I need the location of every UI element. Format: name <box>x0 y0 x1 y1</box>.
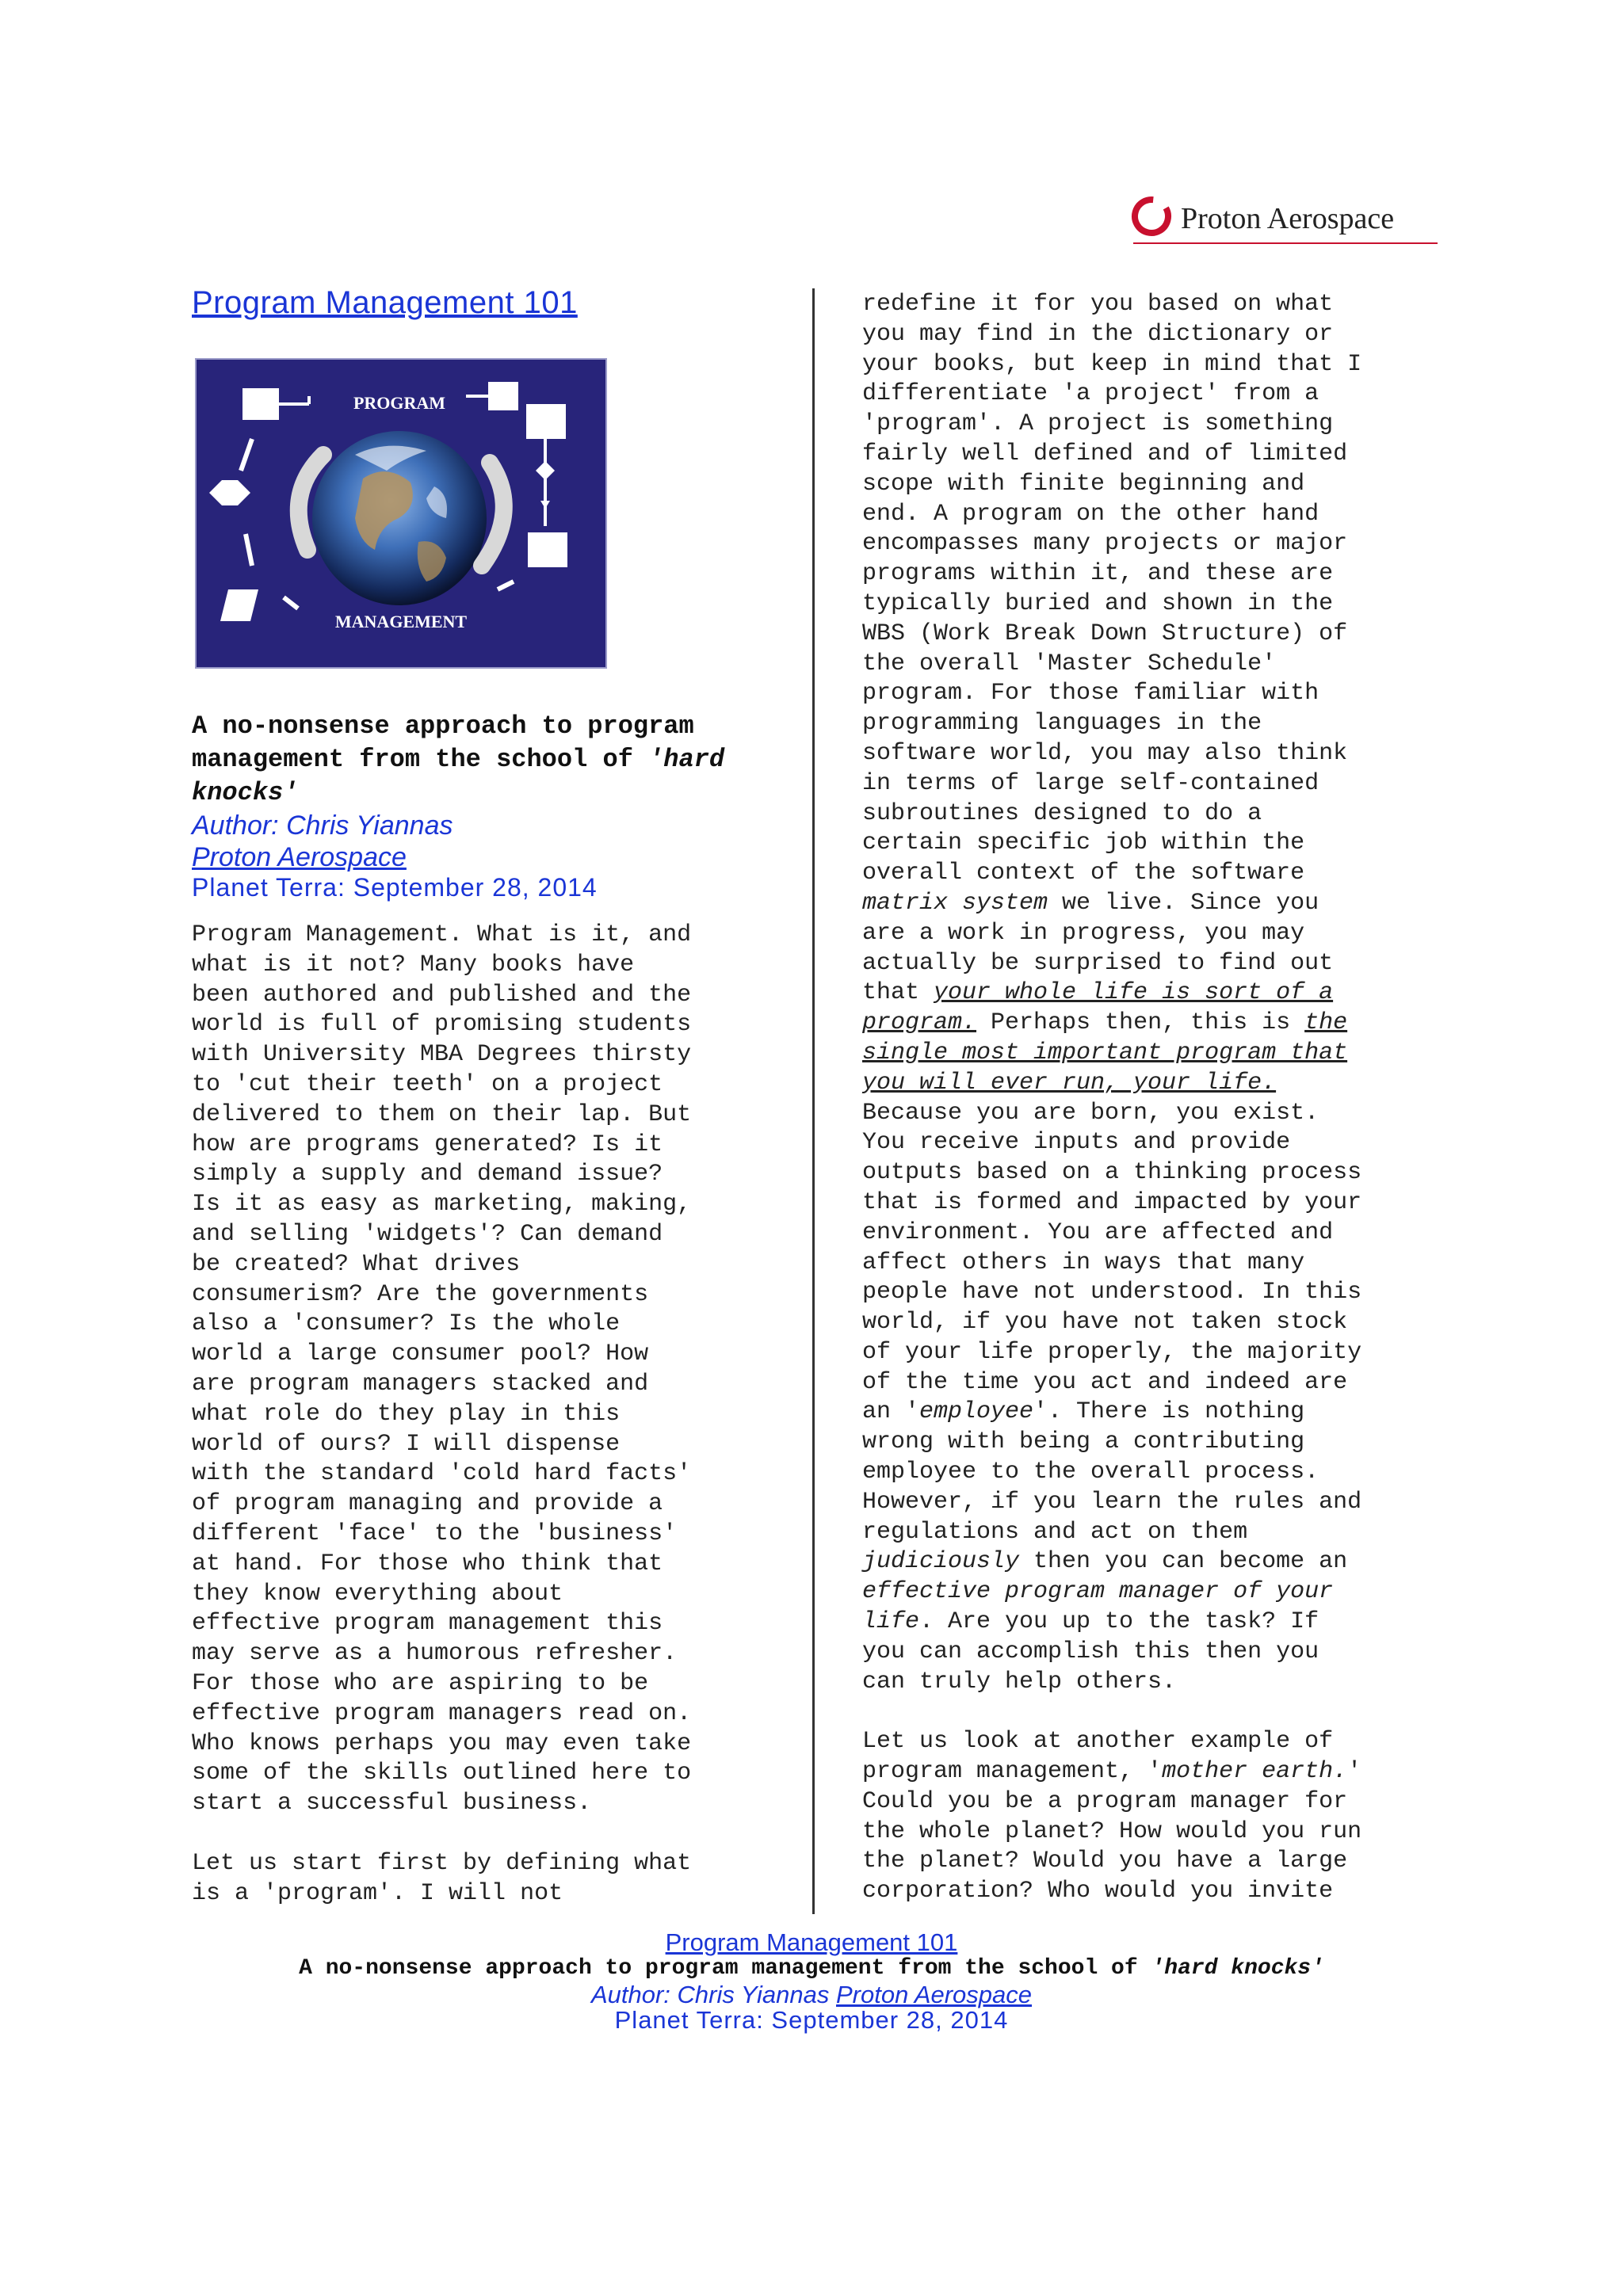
company-link[interactable]: Proton Aerospace <box>192 842 407 872</box>
right-line <box>862 889 1433 919</box>
right-line: Could you be a program manager for <box>862 1787 1348 1815</box>
right-line: employee to the overall process. <box>862 1459 1319 1486</box>
left-line: of program managing and provide a <box>192 1490 663 1518</box>
left-line: what role do they play in this <box>192 1400 621 1428</box>
program-management-banner-image <box>195 358 607 669</box>
right-line: typically buried and shown in the <box>862 589 1334 617</box>
right-line: outputs based on a thinking process <box>862 1159 1362 1187</box>
footer-company-link[interactable]: Proton Aerospace <box>836 1981 1033 2008</box>
column-divider <box>812 288 815 1914</box>
paragraph-gap <box>862 1697 1433 1727</box>
banner-label-program: PROGRAM <box>353 393 446 413</box>
right-line: encompasses many projects or major <box>862 530 1348 558</box>
right-line-text: ' <box>1347 1758 1362 1786</box>
left-line: to 'cut their teeth' on a project <box>192 1070 663 1098</box>
right-line: that is formed and impacted by your <box>862 1188 1362 1216</box>
left-line: are program managers stacked and <box>192 1370 649 1398</box>
life-emphasis: life <box>862 1608 920 1636</box>
mother-earth-emphasis: mother earth. <box>1162 1758 1348 1786</box>
left-line: be created? What drives <box>192 1250 521 1278</box>
right-line: environment. You are affected and <box>862 1219 1334 1246</box>
right-line: you can accomplish this then you <box>862 1638 1319 1665</box>
author-line: Author: Chris Yiannas <box>192 810 453 841</box>
right-line-text: . Are you up to the task? If <box>919 1608 1319 1636</box>
footer-author <box>0 1982 1623 2008</box>
right-line: single most important program that <box>862 1039 1348 1066</box>
right-line: of the time you act and indeed are <box>862 1368 1348 1396</box>
right-line <box>862 1608 1433 1638</box>
subtitle-text: A no-nonsense approach to program management from the school of <box>192 711 694 774</box>
right-line: scope with finite beginning and <box>862 470 1305 498</box>
right-line: of your life properly, the majority <box>862 1338 1362 1366</box>
footer-author-text: Author: Chris Yiannas <box>590 1981 836 2008</box>
right-line: wrong with being a contributing <box>862 1428 1305 1456</box>
article-header-block <box>192 710 778 902</box>
right-line: people have not understood. In this <box>862 1279 1362 1306</box>
logo-ring-icon <box>1130 195 1173 238</box>
left-line: different 'face' to the 'business' <box>192 1520 678 1547</box>
left-line: consumerism? Are the governments <box>192 1280 649 1308</box>
left-line: what is it not? Many books have <box>192 951 635 978</box>
right-line: the planet? Would you have a large <box>862 1848 1348 1875</box>
right-line: the overall 'Master Schedule' <box>862 650 1277 677</box>
left-line: Let us start first by defining what <box>192 1849 692 1877</box>
left-line: world is full of promising students <box>192 1011 692 1039</box>
right-line: actually be surprised to find out <box>862 949 1334 977</box>
left-line: Program Management. What is it, and <box>192 921 692 948</box>
left-line: is a 'program'. I will not <box>192 1879 563 1907</box>
banner-label-management: MANAGEMENT <box>334 612 468 631</box>
right-line: Let us look at another example of <box>862 1728 1334 1756</box>
paragraph-gap <box>192 1819 794 1849</box>
right-line: 'program'. A project is something <box>862 410 1334 438</box>
logo-wordmark: Proton Aerospace <box>1181 202 1395 235</box>
right-line <box>862 1398 1433 1428</box>
right-line: differentiate 'a project' from a <box>862 380 1319 408</box>
left-column-body <box>192 921 794 1909</box>
right-line-text: Perhaps then, this is <box>976 1009 1305 1037</box>
right-line: the whole planet? How would you run <box>862 1817 1362 1845</box>
left-line: Who knows perhaps you may even take <box>192 1730 692 1757</box>
right-line-text: an ' <box>862 1398 920 1426</box>
left-line: For those who are aspiring to be <box>192 1669 649 1697</box>
right-line-text: then you can become an <box>1019 1548 1348 1576</box>
right-line: regulations and act on them <box>862 1518 1248 1546</box>
right-line: programs within it, and these are <box>862 560 1334 588</box>
right-line-text: we live. Since you <box>1048 889 1319 917</box>
right-line: redefine it for you based on what <box>862 291 1334 318</box>
right-line: programming languages in the <box>862 710 1262 738</box>
right-line: corporation? Who would you invite <box>862 1878 1334 1905</box>
right-line: You receive inputs and provide <box>862 1129 1291 1157</box>
right-line: your books, but keep in mind that I <box>862 350 1362 378</box>
left-line: and selling 'widgets'? Can demand <box>192 1220 663 1248</box>
right-line: fairly well defined and of limited <box>862 440 1348 467</box>
left-line: with University MBA Degrees thirsty <box>192 1041 692 1069</box>
right-line: However, if you learn the rules and <box>862 1488 1362 1516</box>
right-line: can truly help others. <box>862 1668 1177 1695</box>
right-line <box>862 1547 1433 1577</box>
right-line-text: program management, ' <box>862 1758 1163 1786</box>
left-line: start a successful business. <box>192 1790 592 1817</box>
right-line-text: '. There is nothing <box>1033 1398 1305 1426</box>
left-line: delivered to them on their lap. But <box>192 1100 692 1128</box>
right-line: WBS (Work Break Down Structure) of <box>862 620 1348 647</box>
footer-dateline: Planet Terra: September 28, 2014 <box>614 2006 1009 2034</box>
proton-aerospace-logo <box>1128 193 1439 249</box>
right-line: effective program manager of your <box>862 1578 1334 1606</box>
the-emphasis: the <box>1304 1009 1348 1037</box>
footer-subtitle <box>0 1955 1623 1982</box>
right-line: software world, you may also think <box>862 739 1348 767</box>
left-line: some of the skills outlined here to <box>192 1760 692 1787</box>
footer-subtitle-text: A no-nonsense approach to program management from the school of <box>299 1956 1151 1981</box>
left-line: also a 'consumer? Is the whole <box>192 1310 621 1338</box>
dateline: Planet Terra: September 28, 2014 <box>192 873 598 902</box>
left-line: world of ours? I will dispense <box>192 1430 621 1458</box>
left-column-header <box>192 285 778 321</box>
right-line <box>862 978 1433 1009</box>
left-line: simply a supply and demand issue? <box>192 1161 663 1188</box>
left-line: Is it as easy as marketing, making, <box>192 1191 692 1219</box>
right-line: overall context of the software <box>862 860 1305 887</box>
page-footer <box>0 1930 1623 2033</box>
whole-life-emphasis: your whole life is sort of a <box>934 979 1334 1007</box>
right-line: subroutines designed to do a <box>862 799 1262 827</box>
program-emphasis: program. <box>862 1009 977 1037</box>
right-line: Because you are born, you exist. <box>862 1099 1319 1127</box>
right-line: affect others in ways that many <box>862 1249 1305 1276</box>
left-line: been authored and published and the <box>192 981 692 1009</box>
employee-emphasis: employee <box>919 1398 1034 1426</box>
right-line: world, if you have not taken stock <box>862 1309 1348 1337</box>
left-line: how are programs generated? Is it <box>192 1131 663 1158</box>
subtitle-emphasis: 'hard knocks' <box>192 745 725 807</box>
right-line: certain specific job within the <box>862 830 1305 857</box>
matrix-system-emphasis: matrix system <box>862 889 1048 917</box>
right-column-body <box>862 290 1433 1907</box>
logo-underline <box>1133 242 1438 244</box>
left-line: they know everything about <box>192 1580 563 1608</box>
right-line: in terms of large self-contained <box>862 769 1319 797</box>
footer-subtitle-emphasis: 'hard knocks' <box>1151 1956 1324 1981</box>
right-line <box>862 1757 1433 1787</box>
footer-title-link[interactable]: Program Management 101 <box>665 1928 958 1956</box>
left-line: effective program managers read on. <box>192 1699 692 1727</box>
left-line: world a large consumer pool? How <box>192 1341 649 1368</box>
right-line: are a work in progress, you may <box>862 919 1305 947</box>
right-line: you will ever run, your life. <box>862 1069 1277 1097</box>
right-line-text: that <box>862 979 934 1007</box>
left-line: effective program management this <box>192 1610 663 1638</box>
judiciously-emphasis: judiciously <box>862 1548 1020 1576</box>
right-line: end. A program on the other hand <box>862 500 1319 528</box>
right-line <box>862 1009 1433 1039</box>
right-line: program. For those familiar with <box>862 680 1319 707</box>
left-line: at hand. For those who think that <box>192 1550 663 1577</box>
left-line: with the standard 'cold hard facts' <box>192 1460 692 1488</box>
left-line: may serve as a humorous refresher. <box>192 1640 678 1668</box>
right-line: you may find in the dictionary or <box>862 320 1334 348</box>
article-title-link[interactable]: Program Management 101 <box>192 285 578 320</box>
